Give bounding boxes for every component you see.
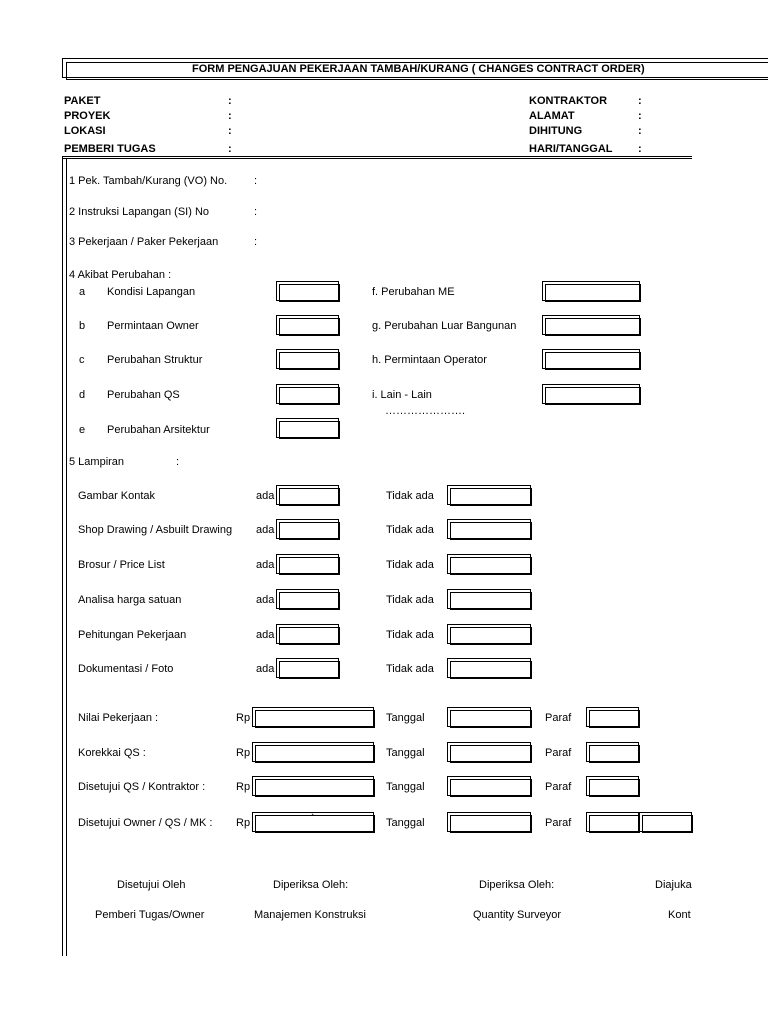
reason-letter: d <box>79 389 86 401</box>
tanggal-label: Tanggal <box>386 781 425 793</box>
attachment-tidak-ada-label: Tidak ada <box>386 524 434 536</box>
attachment-label: Dokumentasi / Foto <box>78 663 174 675</box>
attachment-ada-checkbox[interactable] <box>276 589 339 609</box>
reason-d-checkbox[interactable] <box>276 384 339 404</box>
header-colon: : <box>638 110 642 122</box>
rp-label: Rp <box>236 817 251 829</box>
reason-text: Perubahan Struktur <box>107 354 203 366</box>
date-input[interactable] <box>447 742 531 762</box>
attachment-label: Shop Drawing / Asbuilt Drawing <box>78 524 233 536</box>
header-label-kontraktor: KONTRAKTOR <box>529 95 608 107</box>
attachment-label: Gambar Kontak <box>78 490 156 502</box>
header-label-hari-tanggal: HARI/TANGGAL <box>529 143 613 155</box>
signature-contractor: Kont <box>668 909 691 921</box>
section-1-label: 1 Pek. Tambah/Kurang (VO) No. <box>69 175 228 187</box>
reason-text: f. Perubahan ME <box>372 286 455 298</box>
section-4-label: 4 Akibat Perubahan : <box>69 269 172 281</box>
body-left-border-inner <box>66 158 67 956</box>
rp-label: Rp <box>236 781 251 793</box>
reason-text: h. Permintaan Operator <box>372 354 487 366</box>
reason-text: Permintaan Owner <box>107 320 199 332</box>
value-row-label: Nilai Pekerjaan : <box>78 712 159 724</box>
amount-input[interactable] <box>252 707 374 727</box>
section-5-label: 5 Lampiran <box>69 456 125 468</box>
reason-c-checkbox[interactable] <box>276 349 339 369</box>
header-divider-2 <box>62 158 692 159</box>
reason-letter: b <box>79 320 86 332</box>
signature-construction-management: Manajemen Konstruksi <box>254 909 366 921</box>
date-input[interactable] <box>447 812 531 832</box>
header-colon: : <box>638 143 642 155</box>
reason-h-checkbox[interactable] <box>542 349 640 369</box>
paraf-label: Paraf <box>545 817 572 829</box>
amount-input[interactable] <box>252 776 374 796</box>
header-colon: : <box>228 95 232 107</box>
reason-b-checkbox[interactable] <box>276 315 339 335</box>
reason-text: i. Lain - Lain <box>372 389 432 401</box>
signature-owner: Pemberi Tugas/Owner <box>95 909 205 921</box>
attachment-tidak-ada-checkbox[interactable] <box>447 589 531 609</box>
value-row-label: Disetujui QS / Kontraktor : <box>78 781 206 793</box>
rp-label: Rp <box>236 712 251 724</box>
initial-input[interactable] <box>586 812 639 832</box>
attachment-ada-label: ada <box>256 524 275 536</box>
header-colon: : <box>228 110 232 122</box>
attachment-tidak-ada-checkbox[interactable] <box>447 485 531 505</box>
signature-checked-by-qs: Diperiksa Oleh: <box>479 879 555 891</box>
header-colon: : <box>228 125 232 137</box>
title-frame-bottom-outer <box>62 77 768 78</box>
tanggal-label: Tanggal <box>386 712 425 724</box>
attachment-ada-label: ada <box>256 559 275 571</box>
value-row-label: Disetujui Owner / QS / MK : <box>78 817 213 829</box>
attachment-tidak-ada-checkbox[interactable] <box>447 658 531 678</box>
date-input[interactable] <box>447 707 531 727</box>
reason-f-checkbox[interactable] <box>542 281 640 301</box>
reason-text: g. Perubahan Luar Bangunan <box>372 320 517 332</box>
title-frame-left-outer <box>62 58 63 78</box>
date-input[interactable] <box>447 776 531 796</box>
reason-text: Perubahan Arsitektur <box>107 424 210 436</box>
initial-input[interactable] <box>586 776 639 796</box>
attachment-tidak-ada-label: Tidak ada <box>386 663 434 675</box>
initial-input[interactable] <box>586 742 639 762</box>
value-row-label: Korekkai QS : <box>78 747 146 759</box>
attachment-ada-checkbox[interactable] <box>276 485 339 505</box>
reason-letter: e <box>79 424 86 436</box>
header-label-pemberi-tugas: PEMBERI TUGAS <box>64 143 156 155</box>
reason-i-checkbox[interactable] <box>542 384 640 404</box>
form-title: FORM PENGAJUAN PEKERJAAN TAMBAH/KURANG ( CHANGES CONTRACT ORDER) <box>192 63 645 75</box>
attachment-tidak-ada-label: Tidak ada <box>386 629 434 641</box>
header-label-lokasi: LOKASI <box>64 125 106 137</box>
reason-text: Perubahan QS <box>107 389 180 401</box>
header-label-proyek: PROYEK <box>64 110 111 122</box>
attachment-ada-label: ada <box>256 594 275 606</box>
paraf-label: Paraf <box>545 747 572 759</box>
attachment-tidak-ada-checkbox[interactable] <box>447 624 531 644</box>
section-1-colon: : <box>254 175 258 187</box>
attachment-ada-label: ada <box>256 663 275 675</box>
signature-approved-by: Disetujui Oleh <box>117 879 186 891</box>
initial-input-extra[interactable] <box>639 812 692 832</box>
rp-label: Rp <box>236 747 251 759</box>
paraf-label: Paraf <box>545 781 572 793</box>
tanggal-label: Tanggal <box>386 817 425 829</box>
reason-text: Kondisi Lapangan <box>107 286 196 298</box>
attachment-tidak-ada-checkbox[interactable] <box>447 519 531 539</box>
reason-letter: c <box>79 354 85 366</box>
paraf-label: Paraf <box>545 712 572 724</box>
header-label-paket: PAKET <box>64 95 101 107</box>
header-divider-1 <box>62 156 692 157</box>
body-left-border-outer <box>62 156 63 956</box>
attachment-tidak-ada-label: Tidak ada <box>386 594 434 606</box>
attachment-tidak-ada-label: Tidak ada <box>386 559 434 571</box>
tick-mark: ` <box>311 813 315 825</box>
attachment-ada-checkbox[interactable] <box>276 519 339 539</box>
attachment-label: Pehitungan Pekerjaan <box>78 629 187 641</box>
attachment-label: Brosur / Price List <box>78 559 165 571</box>
header-label-dihitung: DIHITUNG <box>529 125 583 137</box>
reason-other-dots: …………………. <box>385 405 466 417</box>
attachment-ada-checkbox[interactable] <box>276 624 339 644</box>
title-frame-top-outer <box>62 58 768 59</box>
reason-e-checkbox[interactable] <box>276 418 339 438</box>
section-3-colon: : <box>254 236 258 248</box>
initial-input[interactable] <box>586 707 639 727</box>
section-2-label: 2 Instruksi Lapangan (SI) No <box>69 206 210 218</box>
section-5-colon: : <box>176 456 180 468</box>
section-2-colon: : <box>254 206 258 218</box>
attachment-ada-label: ada <box>256 490 275 502</box>
amount-input[interactable] <box>252 742 374 762</box>
attachment-ada-checkbox[interactable] <box>276 658 339 678</box>
attachment-ada-checkbox[interactable] <box>276 554 339 574</box>
signature-submitted-by: Diajuka <box>655 879 692 891</box>
section-3-label: 3 Pekerjaan / Paker Pekerjaan <box>69 236 219 248</box>
attachment-label: Analisa harga satuan <box>78 594 182 606</box>
header-colon: : <box>638 125 642 137</box>
reason-letter: a <box>79 286 86 298</box>
signature-quantity-surveyor: Quantity Surveyor <box>473 909 562 921</box>
header-colon: : <box>638 95 642 107</box>
signature-checked-by-mk: Diperiksa Oleh: <box>273 879 349 891</box>
attachment-tidak-ada-checkbox[interactable] <box>447 554 531 574</box>
reason-a-checkbox[interactable] <box>276 281 339 301</box>
title-frame-bottom-inner <box>66 79 768 80</box>
attachment-tidak-ada-label: Tidak ada <box>386 490 434 502</box>
header-colon: : <box>228 143 232 155</box>
header-label-alamat: ALAMAT <box>529 110 575 122</box>
reason-g-checkbox[interactable] <box>542 315 640 335</box>
tanggal-label: Tanggal <box>386 747 425 759</box>
attachment-ada-label: ada <box>256 629 275 641</box>
